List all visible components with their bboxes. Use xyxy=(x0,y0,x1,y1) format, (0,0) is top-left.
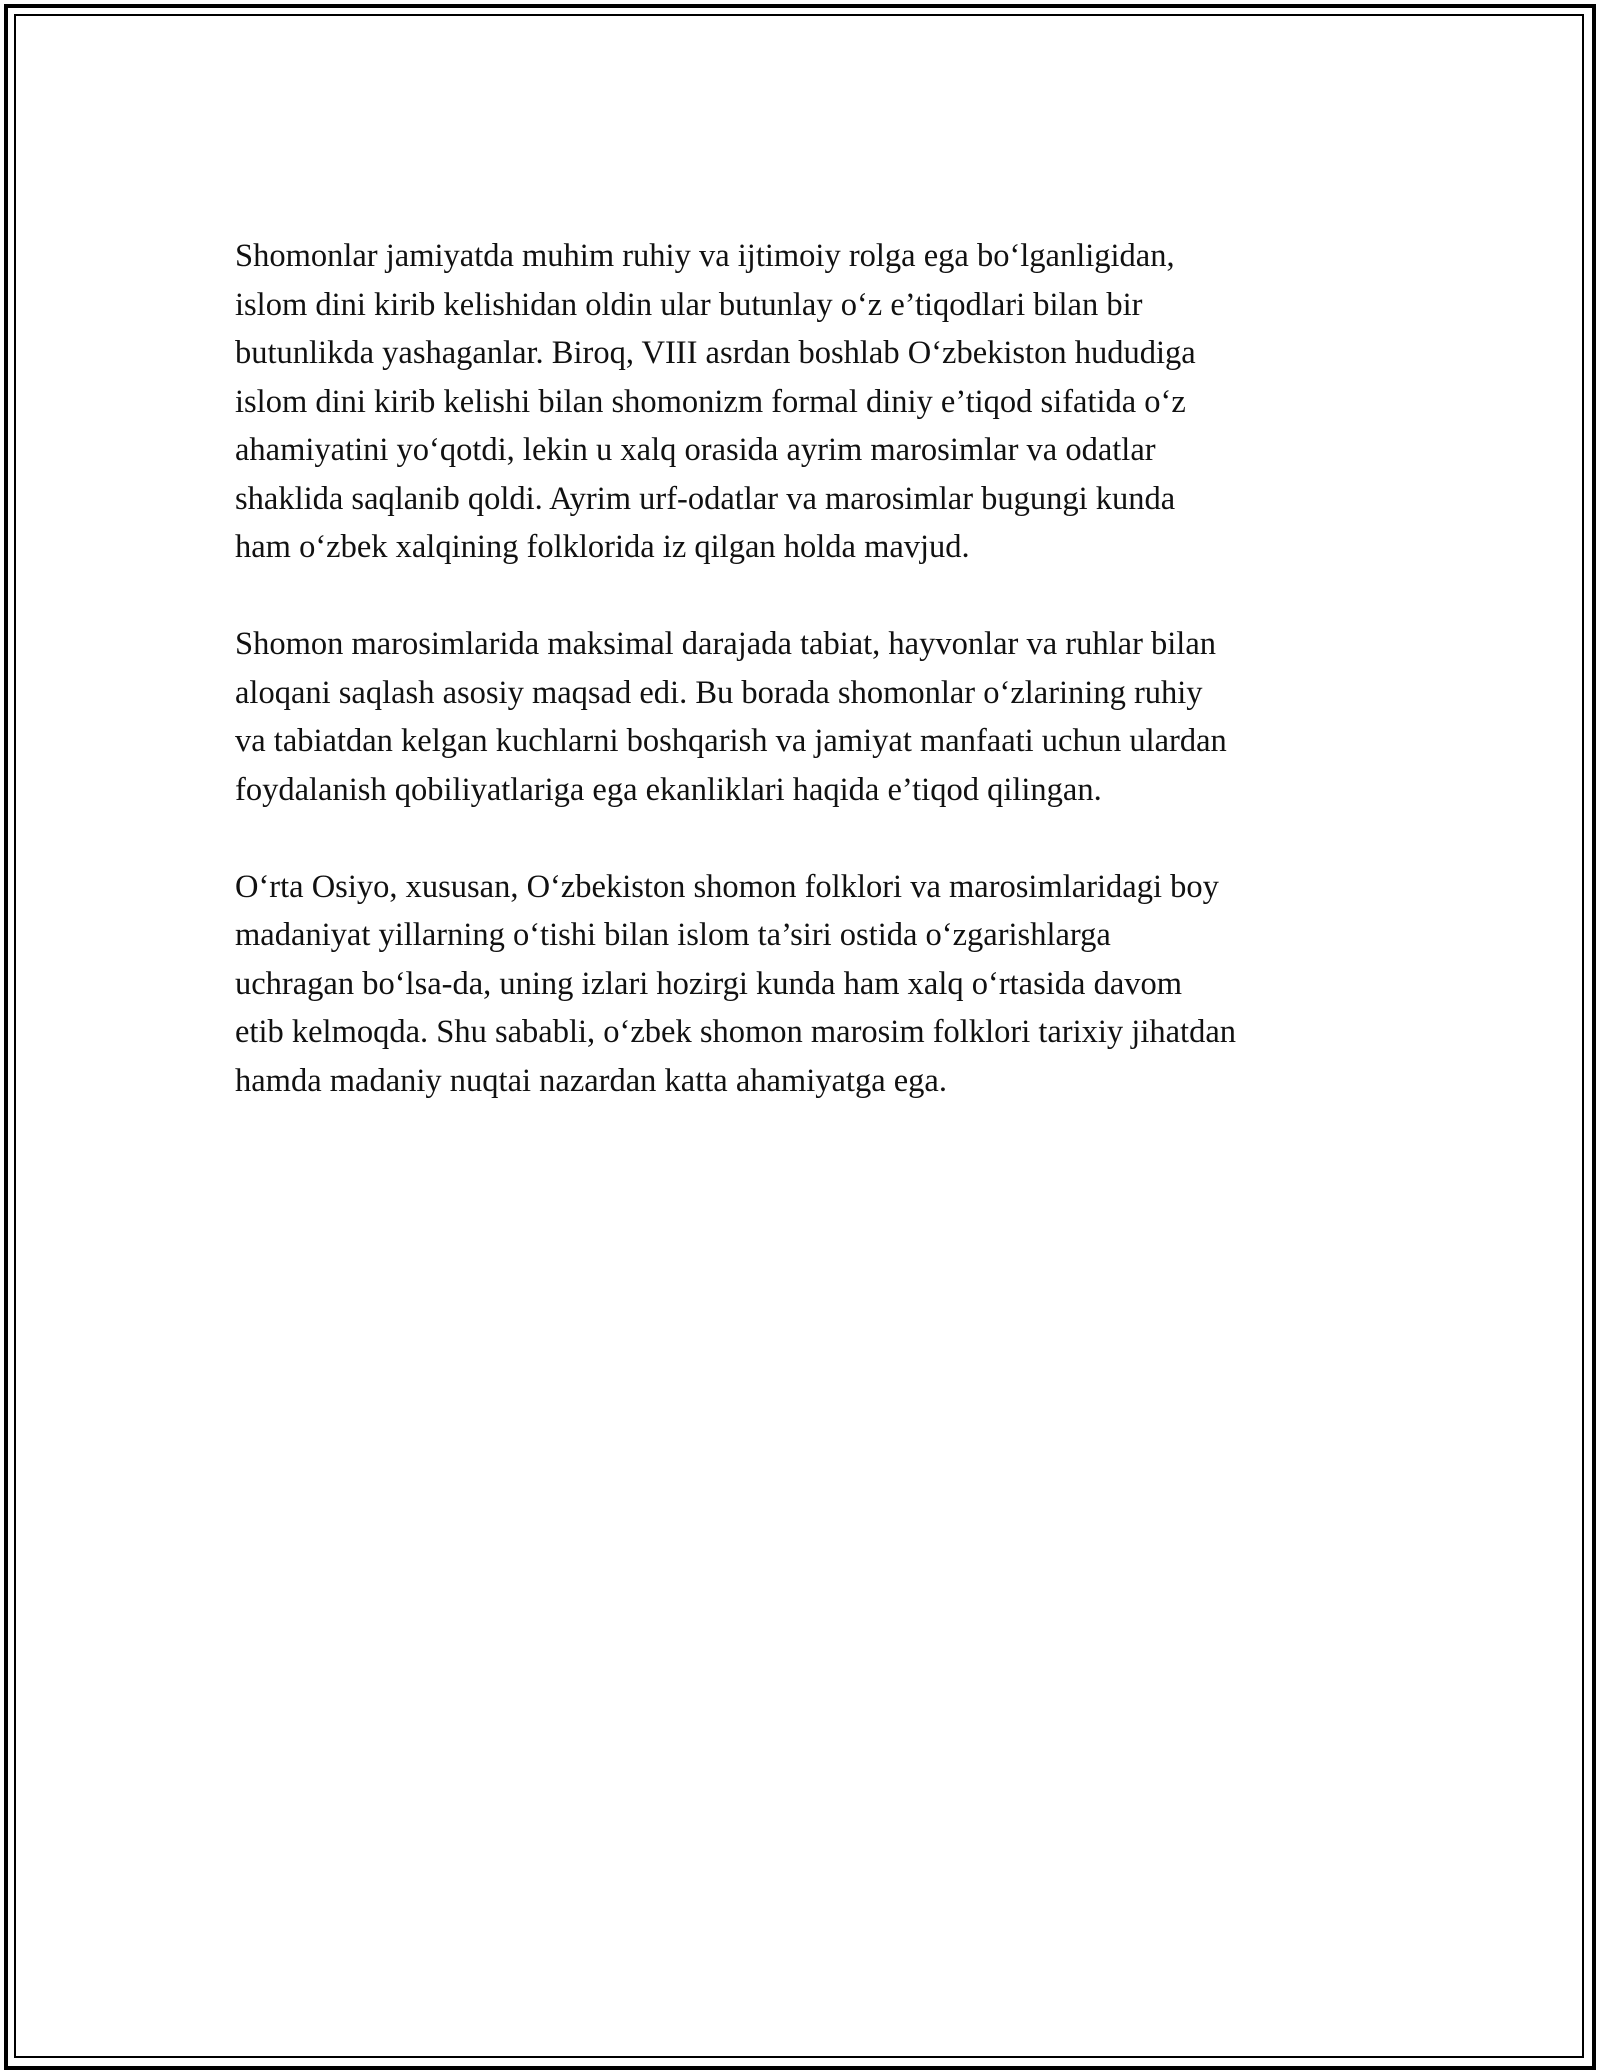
text-line: etib kelmoqda. Shu sababli, o‘zbek shomon marosim folklori tarixiy jihatdan xyxy=(235,1014,1236,1050)
paragraph-3 xyxy=(235,863,1415,1106)
text-line: Shomon marosimlarida maksimal darajada tabiat, hayvonlar va ruhlar bilan xyxy=(235,626,1217,662)
text-line: islom dini kirib kelishidan oldin ular butunlay o‘z e’tiqodlari bilan bir xyxy=(235,286,1143,323)
text-line: ahamiyatini yo‘qotdi, lekin u xalq orasida ayrim marosimlar va odatlar xyxy=(235,432,1156,468)
text-line: shaklida saqlanib qoldi. Ayrim urf-odatlar va marosimlar bugungi kunda xyxy=(235,480,1176,517)
text-line: va tabiatdan kelgan kuchlarni boshqarish va jamiyat manfaati uchun ulardan xyxy=(235,723,1227,759)
document-body xyxy=(235,232,1415,1154)
text-line: aloqani saqlash asosiy maqsad edi. Bu borada shomonlar o‘zlarining ruhiy xyxy=(235,674,1203,711)
text-line: butunlikda yashaganlar. Biroq, VIII asrdan boshlab O‘zbekiston hududiga xyxy=(235,335,1196,371)
text-line: hamda madaniy nuqtai nazardan katta ahamiyatga ega. xyxy=(235,1062,947,1099)
text-line: islom dini kirib kelishi bilan shomonizm formal diniy e’tiqod sifatida o‘z xyxy=(235,383,1186,420)
paragraph-1 xyxy=(235,232,1415,572)
text-line: madaniyat yillarning o‘tishi bilan islom ta’siri ostida o‘zgarishlarga xyxy=(235,917,1111,953)
text-line: uchragan bo‘lsa-da, uning izlari hozirgi kunda ham xalq o‘rtasida davom xyxy=(235,965,1183,1002)
text-line: O‘rta Osiyo, xususan, O‘zbekiston shomon folklori va marosimlaridagi boy xyxy=(235,868,1219,905)
text-line: Shomonlar jamiyatda muhim ruhiy va ijtimoiy rolga ega bo‘lganligidan, xyxy=(235,238,1175,274)
text-line: foydalanish qobiliyatlariga ega ekanliklari haqida e’tiqod qilingan. xyxy=(235,771,1102,808)
text-line: ham o‘zbek xalqining folklorida iz qilgan holda mavjud. xyxy=(235,529,970,565)
paragraph-2 xyxy=(235,620,1415,814)
